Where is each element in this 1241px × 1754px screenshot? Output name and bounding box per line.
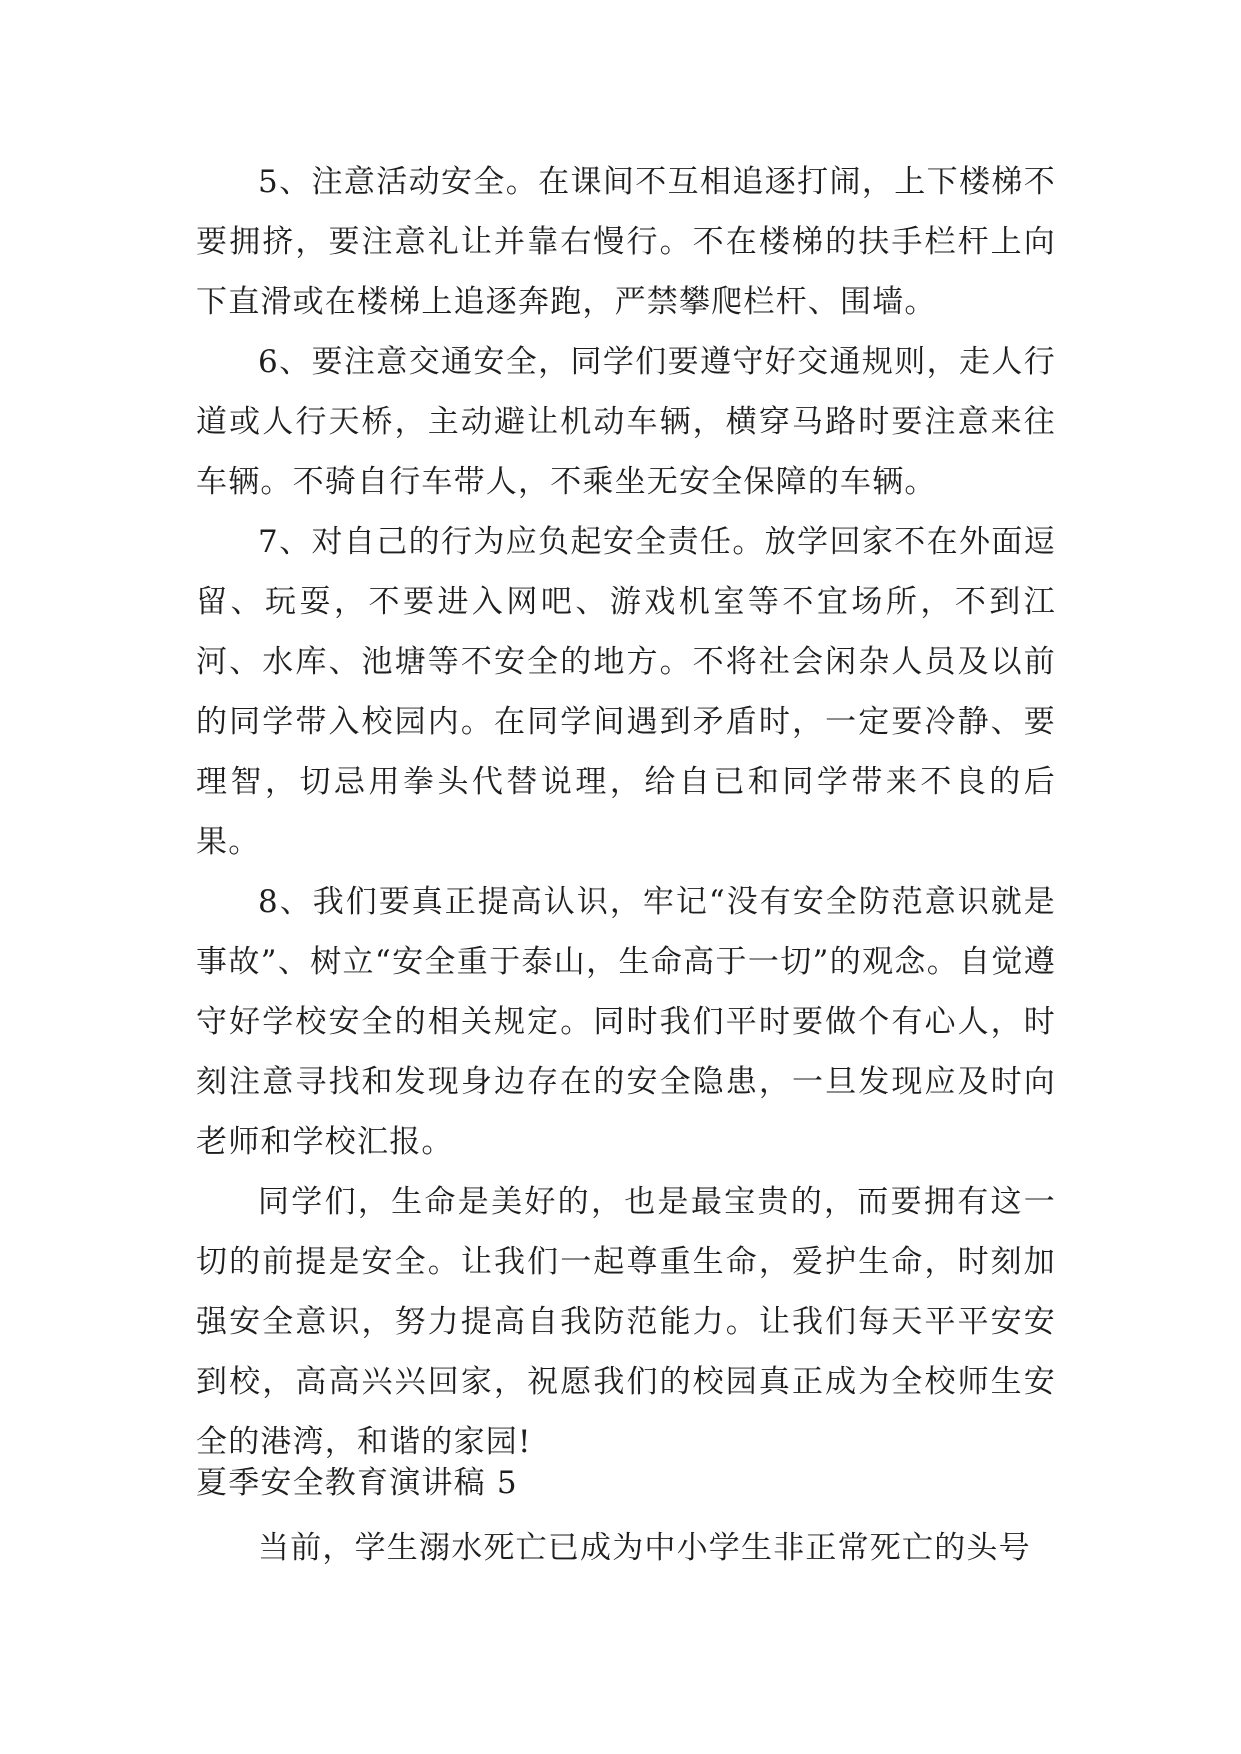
paragraph-drowning-intro: 当前，学生溺水死亡已成为中小学生非正常死亡的头号 [258,1530,1031,1566]
paragraph-activity-safety: 5、注意活动安全。在课间不互相追逐打闹，上下楼梯不要拥挤，要注意礼让并靠右慢行。不在楼梯的扶手栏杆上向下直滑或在楼梯上追逐奔跑，严禁攀爬栏杆、围墙。 [196,164,1056,320]
paragraph-safety-awareness: 8、我们要真正提高认识，牢记“没有安全防范意识就是事故”、树立“安全重于泰山，生命高于一切”的观念。自觉遵守好学校安全的相关规定。同时我们平时要做个有心人，时刻注意寻找和发现身边存在的安全隐患，一旦发现应及时向老师和学校汇报。 [196,884,1056,1160]
paragraph-behavior-responsibility: 7、对自己的行为应负起安全责任。放学回家不在外面逗留、玩耍，不要进入网吧、游戏机室等不宜场所，不到江河、水库、池塘等不安全的地方。不将社会闲杂人员及以前的同学带入校园内。在同学间遇到矛盾时，一定要冷静、要理智，切忌用拳头代替说理，给自已和同学带来不良的后果。 [196,524,1056,860]
paragraph-traffic-safety: 6、要注意交通安全，同学们要遵守好交通规则，走人行道或人行天桥，主动避让机动车辆，横穿马路时要注意来往车辆。不骑自行车带人，不乘坐无安全保障的车辆。 [196,344,1056,500]
paragraph-closing: 同学们，生命是美好的，也是最宝贵的，而要拥有这一切的前提是安全。让我们一起尊重生命，爱护生命，时刻加强安全意识，努力提高自我防范能力。让我们每天平平安安到校，高高兴兴回家，祝愿我们的校园真正成为全校师生安全的港湾，和谐的家园! [196,1184,1056,1460]
document-body [196,152,1056,1472]
section-title: 夏季安全教育演讲稿 5 [196,1465,518,1501]
